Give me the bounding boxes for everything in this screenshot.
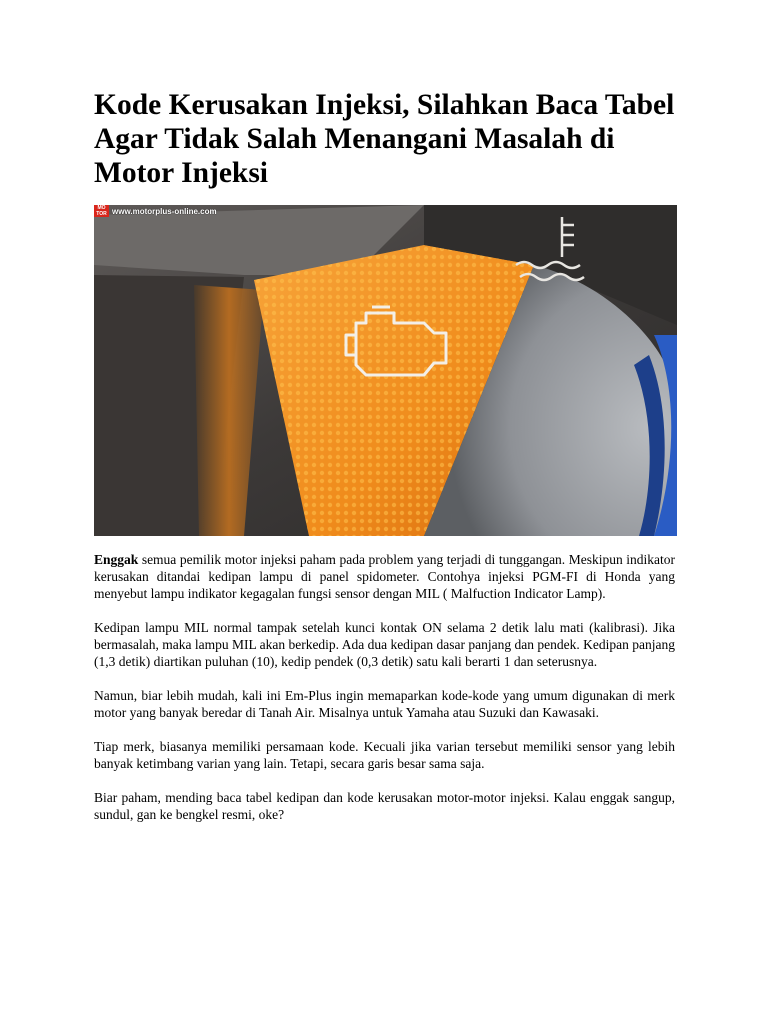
paragraph-lead: Enggak bbox=[94, 552, 139, 567]
paragraph-text: semua pemilik motor injeksi paham pada problem yang terjadi di tunggangan. Meskipun indikator kerusakan ditandai kedipan lampu di panel spidometer. Contohya injeksi PGM-FI di Honda yang menyebut lampu indikator kegagalan fungsi sensor dengan MIL ( Malfuction Indicator Lamp). bbox=[94, 552, 675, 601]
article-body bbox=[94, 551, 675, 840]
paragraph: Tiap merk, biasanya memiliki persamaan kode. Kecuali jika varian tersebut memiliki sensor yang lebih banyak ketimbang varian yang lain. Tetapi, secara garis besar sama saja. bbox=[94, 739, 675, 771]
article-photo bbox=[94, 205, 677, 536]
article-title: Kode Kerusakan Injeksi, Silahkan Baca Tabel Agar Tidak Salah Menangani Masalah di Motor Injeksi bbox=[94, 89, 675, 189]
paragraph: Namun, biar lebih mudah, kali ini Em-Plus ingin memaparkan kode-kode yang umum digunakan di merk motor yang banyak beredar di Tanah Air. Misalnya untuk Yamaha atau Suzuki dan Kawasaki. bbox=[94, 688, 675, 720]
dashboard-photo-illustration bbox=[94, 205, 677, 536]
paragraph: Kedipan lampu MIL normal tampak setelah kunci kontak ON selama 2 detik lalu mati (kalibrasi). Jika bermasalah, maka lampu MIL akan berkedip. Ada dua kedipan dasar panjang dan pendek. Kedipan panjang (1,3 detik) diartikan puluhan (10), kedip pendek (0,3 detik) satu kali berarti 1 dan seterusnya. bbox=[94, 620, 675, 669]
paragraph bbox=[94, 551, 675, 602]
image-watermark bbox=[94, 205, 217, 217]
motorplus-logo: MO TOR bbox=[94, 205, 109, 217]
watermark-url: www.motorplus-online.com bbox=[112, 206, 217, 216]
paragraph: Biar paham, mending baca tabel kedipan dan kode kerusakan motor-motor injeksi. Kalau enggak sangup, sundul, gan ke bengkel resmi, oke? bbox=[94, 790, 675, 822]
